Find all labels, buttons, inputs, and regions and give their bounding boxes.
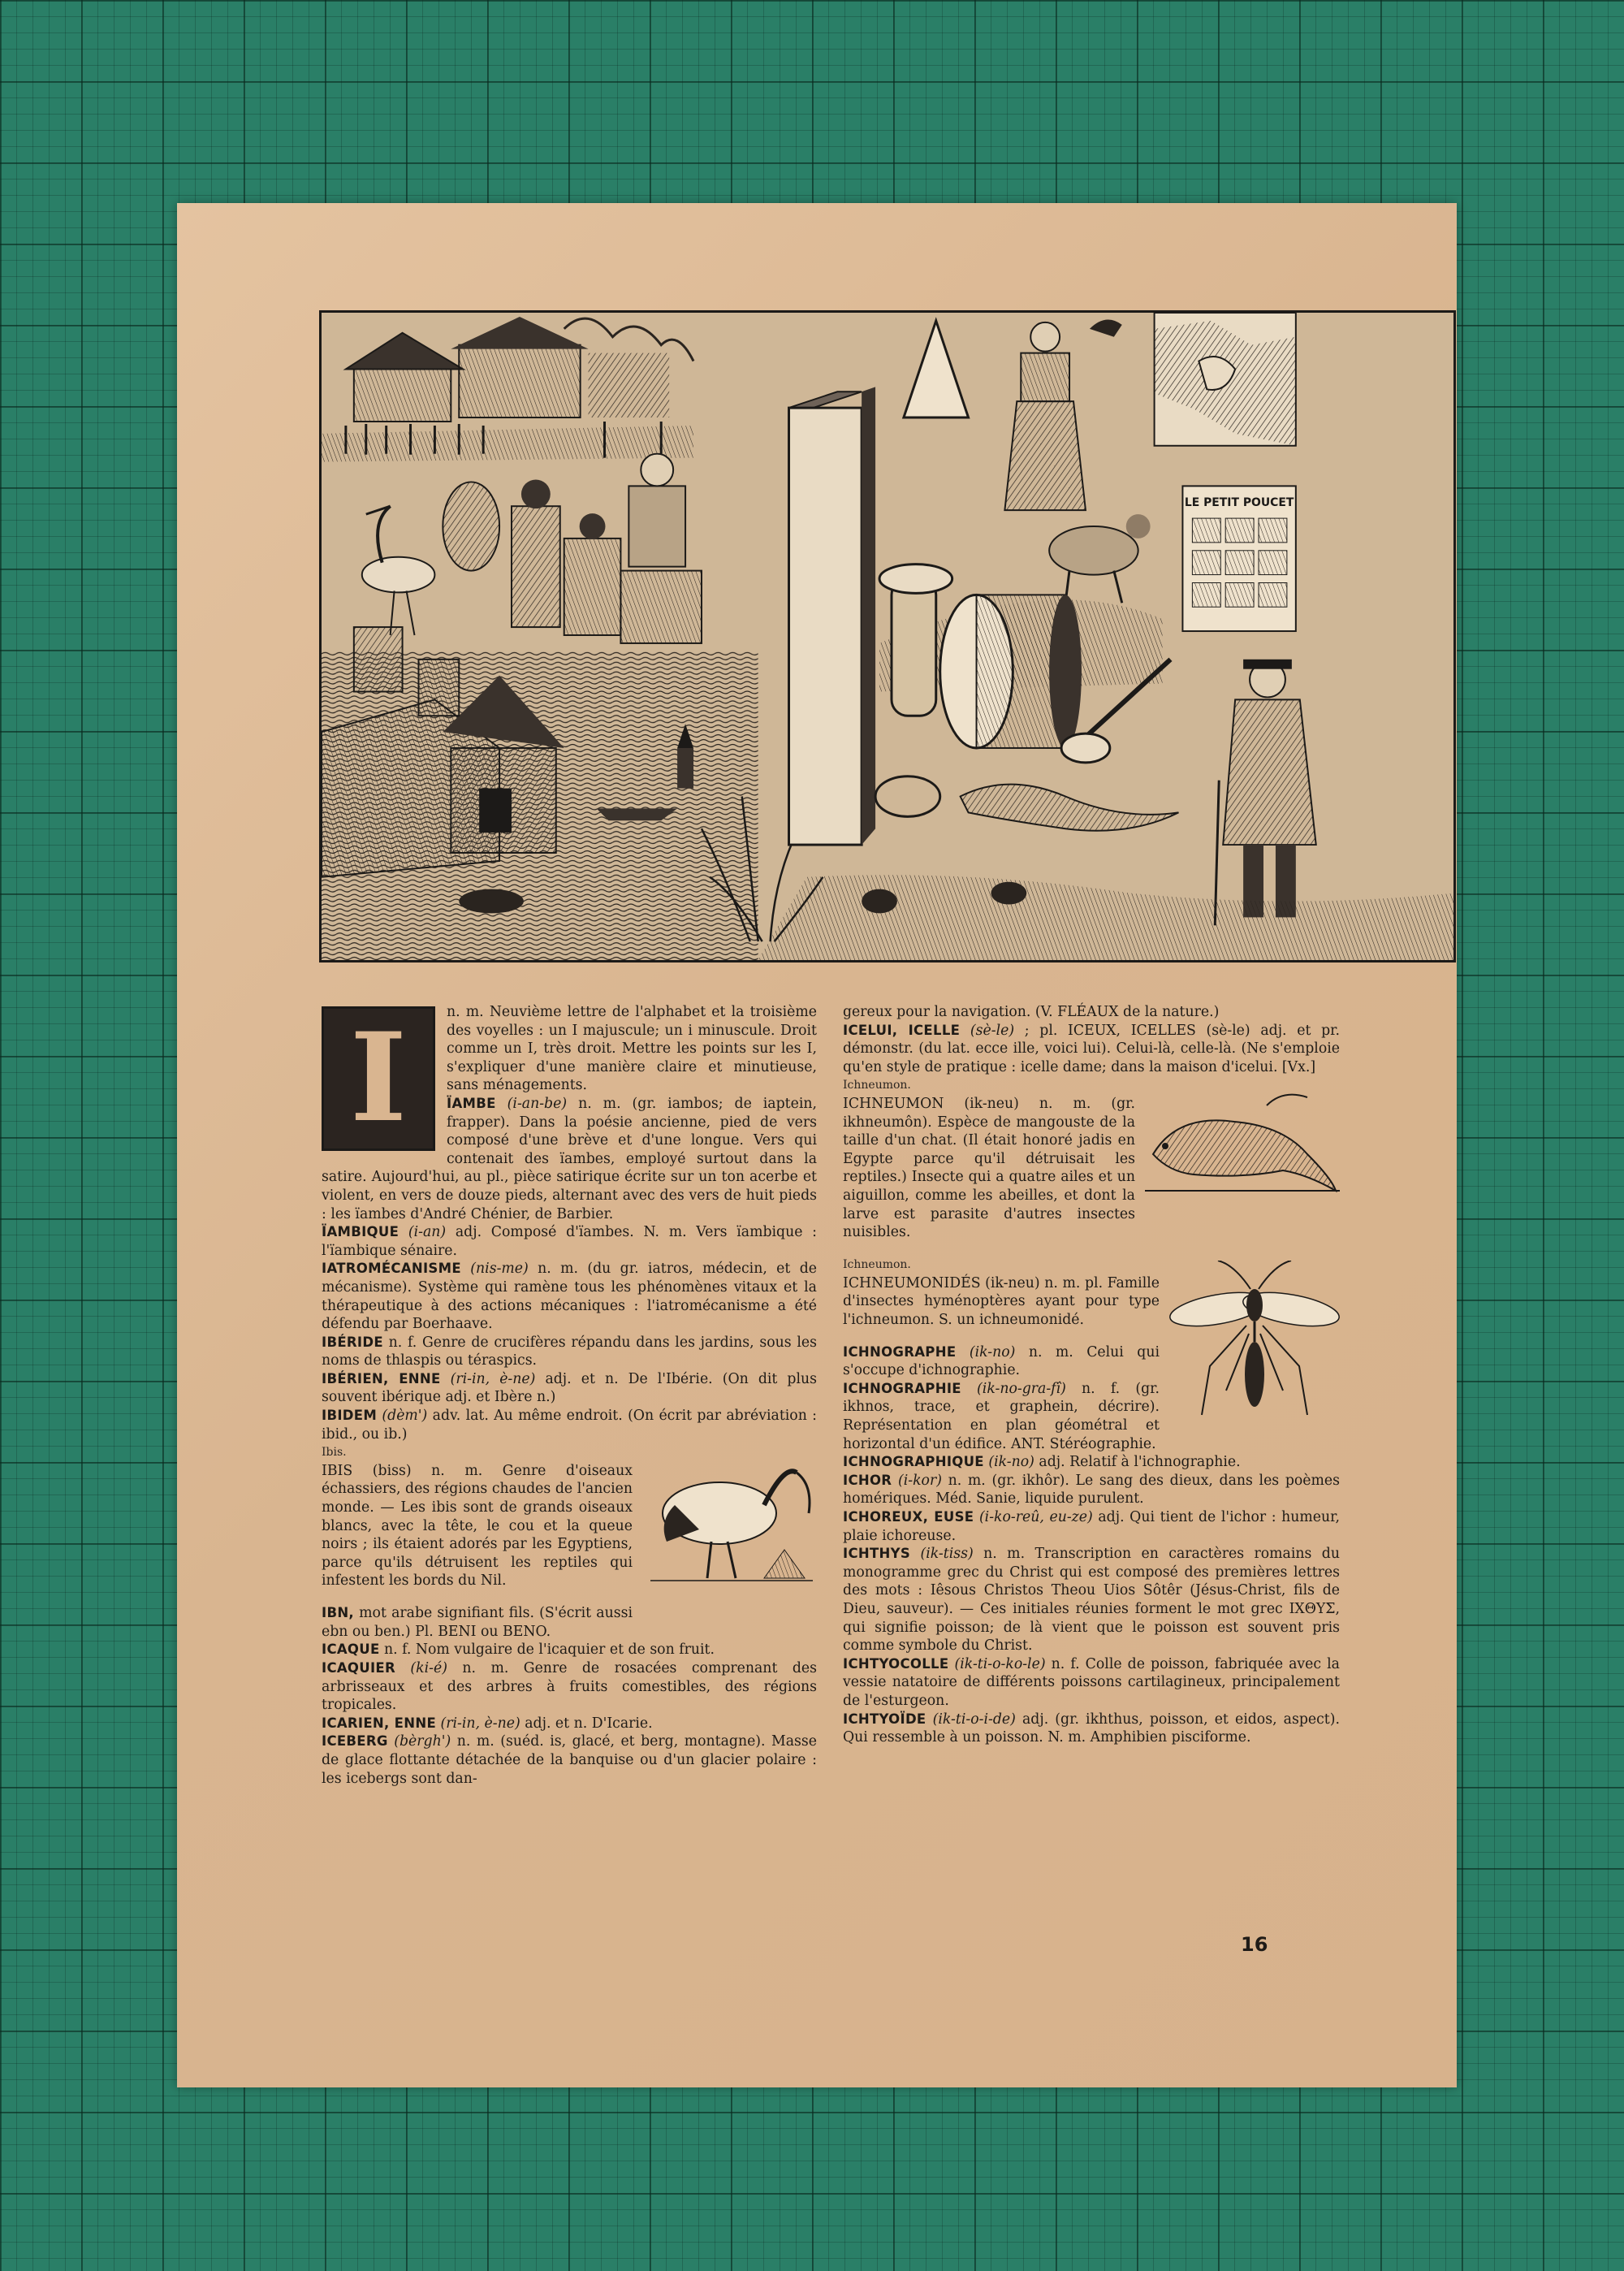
letter-i-block (789, 387, 876, 845)
page-number: 16 (1241, 1933, 1268, 1956)
dict-entry: gereux pour la navigation. (V. FLÉAUX de la nature.) (843, 1004, 1220, 1020)
map-figure (1155, 313, 1296, 446)
dict-entry: ÏAMBIQUE (i-an) adj. Composé d'ïambes. N. m. Vers ïambique : l'ïambique sénaire. (322, 1224, 817, 1259)
dict-entry: ICHNOGRAPHE (ik-no) n. m. Celui qui s'occupe d'ichnographie. (843, 1343, 1160, 1379)
dict-entry: ICEBERG (bèrgh') n. m. (suéd. is, glacé, et berg, montagne). Masse de glace flottante détachée de la banquise ou d'un glacier polaire : les icebergs sont dan- (322, 1733, 818, 1787)
dict-entry: ICHTHYS (ik-tiss) n. m. Transcription en caractères romains du monogramme grec du Christ qui est composé des premières lettres des mots : Iêsous Christos Theou Uios Sôtêr (Jésus-Christ, fils de Dieu, sauveur). — Ces initiales réunies forment le mot grec ΙΧΘΥΣ, qui signifie poisson; de là vient que le poisson est souvent pris comme symbole du Christ. (843, 1546, 1340, 1655)
engraving-illustration (322, 313, 1453, 960)
dict-entry: ÏAMBE (i-an-be) n. m. (gr. iambos; de iaptein, frapper). Dans la poésie ancienne, pied de vers composé d'une brève et d'une longue. Vers qui contenait des ïambes, employé surtout dans la satire. Aujourd'hui, au pl., pièce satirique écrite sur un ton acerbe et violent, en vers de douze pieds, alternant avec des vers de huit pieds : les ïambes d'André Chénier, de Barbier. (322, 1095, 817, 1222)
dict-entry: n. m. Neuvième lettre de l'alphabet et la troisième des voyelles : un I majuscule; un i minuscule. Droit comme un I, très droit. Mettre les points sur les I, s'expliquer d'une manière claire et minutieuse, sans ménagements. (447, 1004, 817, 1094)
dropcap-letter: I (322, 1006, 435, 1151)
dict-entry: ICAQUIER (ki-é) n. m. Genre de rosacées comprenant des arbrisseaux et des arbres à fruits comestibles, des régions tropicales. (322, 1660, 817, 1714)
dict-entry: IBÉRIEN, ENNE (ri-in, è-ne) adj. et n. De l'Ibérie. (On dit plus souvent ibérique adj. et Ibère n.) (322, 1370, 817, 1406)
ibis-engraving (642, 1448, 817, 1594)
dict-entry: ICHNOGRAPHIE (ik-no-gra-fî) n. f. (gr. ikhnos, trace, et graphein, décrire). Représentation en plan géométral et horizontal d'un édifice. ANT. Stéréographie. (843, 1380, 1160, 1452)
dict-entry: IBN, mot arabe signifiant fils. (S'écrit aussi ebn ou ben.) Pl. BENI ou BENO. (322, 1605, 633, 1640)
left-column: I n. m. Neuvième lettre de l'alphabet et la troisième des voyelles : un I majuscule; un i minuscule. Droit comme un I, très droit. Mettre les points sur les I, s'expliquer d'une manière claire et minutieuse, sans ménagements. ÏAMBE (i-an-be) n. m. (gr. iambos; de iaptein, frapper). Dans la poésie ancienne, pied de vers composé d'une brève et d'une longue. Vers qui contenait des ïambes, employé surtout dans la satire. Aujourd'hui, au pl., pièce satirique écrite sur un ton acerbe et violent, en vers de douze pieds, alternant avec des vers de huit pieds : les ïambes d'André Chénier, de Barbier. ÏAMBIQUE (i-an) adj. Composé d'ïambes. N. m. Vers ïambique : l'ïambique sénaire. IATROMÉCANISME (nis-me) n. m. (du gr. iatros, médecin, et de mécanisme). Système qui ramène tous les phénomènes vitaux et la thérapeutique à des actions mécaniques : l'iatromécanisme a été défendu par Boerhaave. IBÉRIDE n. f. Genre de crucifères répandu dans les jardins, sous les noms de thlaspis ou téraspics. IBÉRIEN, ENNE (ri-in, è-ne) adj. et n. De l'Ibérie. (On dit plus souvent ibérique adj. et Ibère n.) IBIDEM (dèm') adv. lat. Au même endroit. (On écrit par abréviation : ibid., ou ib.) Ibis. IBIS (biss) n. m. Genre d'oiseaux échassiers, des régions chaudes de l'ancien monde. — Les ibis sont de grands oiseaux blancs, avec la tête, le cou et la queue noirs ; ils étaient adorés par les Egyptiens, parce qu'ils détruisent les reptiles qui infestent les bords du Nil. IBN, mot arabe signifiant fils. (S'écrit aussi ebn ou ben.) Pl. BENI ou BENO. ICAQUE n. f. Nom vulgaire de l'icaquier et de son fruit. ICAQUIER (ki-é) n. m. Genre de rosacées comprenant des arbrisseaux et des arbres à fruits comestibles, des régions tropicales. ICARIEN, ENNE (ri-in, è-ne) adj. et n. D'Icarie. ICEBERG (bèrgh') n. m. (suéd. is, glacé, et berg, montagne). Masse de glace flottante détachée de la banquise ou d'un glacier polaire : les icebergs sont dan- (322, 1004, 818, 1787)
dict-entry: ICHTYOÏDE (ik-ti-o-i-de) adj. (gr. ikhthus, poisson, et eidos, aspect). Qui ressemble à un poisson. N. m. Amphibien pisciforme. (843, 1711, 1340, 1746)
dict-entry: ICAQUE n. f. Nom vulgaire de l'icaquier et de son fruit. (322, 1642, 715, 1659)
flood-scene (322, 627, 758, 960)
wasp-figure (1169, 1261, 1340, 1445)
dict-entry: ICHNOGRAPHIQUE (ik-no) adj. Relatif à l'ichnographie. (843, 1454, 1241, 1471)
dict-entry: ICHTYOCOLLE (ik-ti-o-ko-le) n. f. Colle de poisson, fabriquée avec la vessie natatoire de différents poissons cartilagineux, principalement de l'esturgeon. (843, 1655, 1340, 1709)
poster-title: LE PETIT POUCET (1184, 496, 1294, 510)
dict-entry: IBIDEM (dèm') adv. lat. Au même endroit. (On écrit par abréviation : ibid., ou ib.) (322, 1408, 817, 1443)
dict-entry: IBÉRIDE n. f. Genre de crucifères répandu dans les jardins, sous les noms de thlaspis ou téraspics. (322, 1334, 817, 1369)
ibis-caption: Ibis. (322, 1446, 347, 1460)
petit-poucet-poster (1182, 486, 1295, 631)
wasp-engraving (1169, 1261, 1340, 1439)
ichneumon-caption: Ichneumon. (843, 1258, 911, 1272)
right-column: gereux pour la navigation. (V. FLÉAUX de la nature.) ICELUI, ICELLE (sè-le) ; pl. ICEUX, ICELLES (sè-le) adj. et pr. démonstr. (du lat. ecce ille, voici lui). Celui-là, celle-là. (Ne s'emploie qu'en style de pratique : icelle dame; dans la maison d'icelui. [Vx.] Ichneumon. ICHNEUMON (ik-neu) n. m. (gr. ikhneumôn). Espèce de mangouste de la taille d'un chat. (Il était honoré jadis en Egypte parce qu'il détruisait les reptiles.) Insecte qui a quatre ailes et un aiguillon, comme les abeilles, et dont la larve est parasite d'autres insectes nuisibles. Ichneumon. ICHNEUMONIDÉS (ik-neu) n. m. pl. Famille d'insectes hyménoptères ayant pour type l'ichneumon. S. un ichneumonidé. ICHNOGRAPHE (ik-no) n. m. Celui qui s'occupe d'ichnographie. ICHNOGRAPHIE (ik-no-gra-fî) n. f. (gr. ikhnos, trace, et graphein, décrire). Représentation en plan géométral et horizontal d'un édifice. ANT. Stéréographie. ICHNOGRAPHIQUE (ik-no) adj. Relatif à l'ichnographie. ICHOR (i-kor) n. m. (gr. ikhôr). Le sang des dieux, dans les poèmes homériques. Méd. Sanie, liquide purulent. ICHOREUX, EUSE (i-ko-reû, eu-ze) adj. Qui tient de l'ichor : humeur, plaie ichoreuse. ICHTHYS (ik-tiss) n. m. Transcription en caractères romains du monogramme grec du Christ qui est composé des premières lettres des mots : Iêsous Christos Theou Uios Sôtêr (Jésus-Christ, fils de Dieu, sauveur). — Ces initiales réunies forment le mot grec ΙΧΘΥΣ, qui signifie poisson; de là vient que le poisson est souvent pris comme symbole du Christ. ICHTYOCOLLE (ik-ti-o-ko-le) n. f. Colle de poisson, fabriquée avec la vessie natatoire de différents poissons cartilagineux, principalement de l'esturgeon. ICHTYOÏDE (ik-ti-o-i-de) adj. (gr. ikhthus, poisson, et eidos, aspect). Qui ressemble à un poisson. N. m. Amphibien pisciforme. (843, 1003, 1340, 1747)
ichneumon-caption: Ichneumon. (843, 1079, 911, 1092)
dict-entry: ICELUI, ICELLE (sè-le) ; pl. ICEUX, ICELLES (sè-le) adj. et pr. démonstr. (du lat. ecce ille, voici lui). Celui-là, celle-là. (Ne s'emploie qu'en style de pratique : icelle dame; dans la maison d'icelui. [Vx.] (843, 1022, 1340, 1075)
dict-entry: ICHOR (i-kor) n. m. (gr. ikhôr). Le sang des dieux, dans les poèmes homériques. Méd. Sanie, liquide purulent. (843, 1472, 1341, 1508)
dict-entry: ICARIEN, ENNE (ri-in, è-ne) adj. et n. D'Icarie. (322, 1715, 653, 1732)
dict-entry: IATROMÉCANISME (nis-me) n. m. (du gr. iatros, médecin, et de mécanisme). Système qui ramène tous les phénomènes vitaux et la thérapeutique à des actions mécaniques : l'iatromécanisme a été défendu par Boerhaave. (322, 1261, 818, 1333)
mongoose-figure (1145, 1081, 1340, 1209)
illustration-plate (319, 310, 1456, 962)
mongoose-engraving (1145, 1081, 1340, 1203)
dictionary-page (177, 203, 1457, 2087)
dict-entry: ICHOREUX, EUSE (i-ko-reû, eu-ze) adj. Qui tient de l'ichor : humeur, plaie ichoreuse. (843, 1509, 1341, 1544)
ibis-figure (642, 1448, 817, 1600)
